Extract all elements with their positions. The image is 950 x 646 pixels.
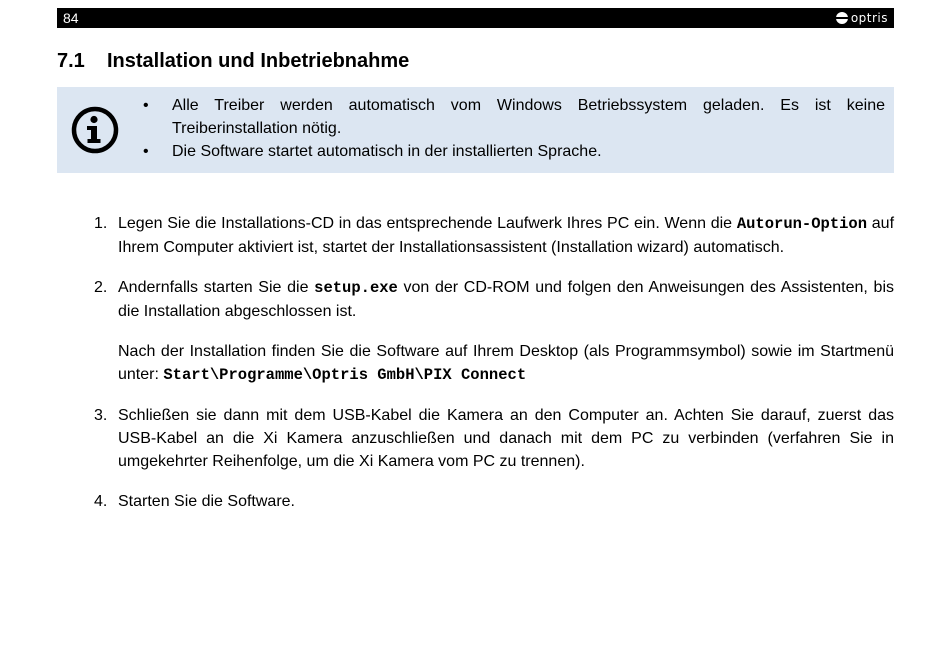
code-start-menu-path: Start\Programme\Optris GmbH\PIX Connect bbox=[163, 366, 527, 384]
step-4 bbox=[94, 490, 894, 513]
code-autorun-option: Autorun-Option bbox=[736, 215, 868, 233]
bullet: • bbox=[143, 143, 149, 160]
step-note: Nach der Installation finden Sie die Software auf Ihrem Desktop (als Programmsymbol) sowie im Startmenü unter: Start\Programme\Optris GmbH\PIX Connect bbox=[118, 343, 894, 384]
section-title: Installation und Inbetriebnahme bbox=[107, 50, 410, 72]
info-box bbox=[57, 87, 894, 173]
info-item: • Die Software startet automatisch in der installierten Sprache. bbox=[143, 140, 885, 163]
optris-logo-icon bbox=[835, 11, 849, 25]
info-icon bbox=[71, 106, 119, 154]
step-number: 4. bbox=[94, 493, 108, 510]
page-number: 84 bbox=[63, 10, 79, 26]
page-header bbox=[57, 8, 894, 28]
step-text: Legen Sie die Installations-CD in das entsprechende Laufwerk Ihres PC ein. Wenn die Autorun-Option auf Ihrem Computer aktiviert ist, startet der Installationsassistent (Installation wizard) automatisch. bbox=[118, 215, 895, 256]
step-text: Starten Sie die Software. bbox=[118, 493, 295, 510]
info-item: • Alle Treiber werden automatisch vom Windows Betriebssystem geladen. Es ist keine Treiberinstallation nötig. bbox=[143, 94, 885, 140]
installation-steps bbox=[94, 212, 894, 530]
step-3 bbox=[94, 404, 894, 473]
step-number: 2. bbox=[94, 279, 108, 296]
bullet: • bbox=[143, 97, 149, 114]
step-number: 3. bbox=[94, 407, 108, 424]
logo-text: optris bbox=[850, 11, 888, 25]
step-1 bbox=[94, 212, 894, 259]
optris-logo bbox=[835, 10, 888, 26]
step-number: 1. bbox=[94, 215, 108, 232]
step-text: Schließen sie dann mit dem USB-Kabel die Kamera an den Computer an. Achten Sie darauf, zuerst das USB-Kabel an die Xi Kamera anzuschließen und danach mit dem PC zu verbinden (verfahren Sie in umgekehrter Reihenfolge, um die Xi Kamera vom PC zu trennen). bbox=[118, 407, 894, 470]
section-number: 7.1 bbox=[57, 50, 85, 72]
step-2 bbox=[94, 276, 894, 387]
code-setup-exe: setup.exe bbox=[314, 279, 398, 297]
section-heading bbox=[57, 48, 409, 74]
info-list bbox=[143, 94, 885, 163]
step-text: Andernfalls starten Sie die setup.exe von der CD-ROM und folgen den Anweisungen des Assistenten, bis die Installation abgeschlossen ist. bbox=[118, 279, 894, 320]
